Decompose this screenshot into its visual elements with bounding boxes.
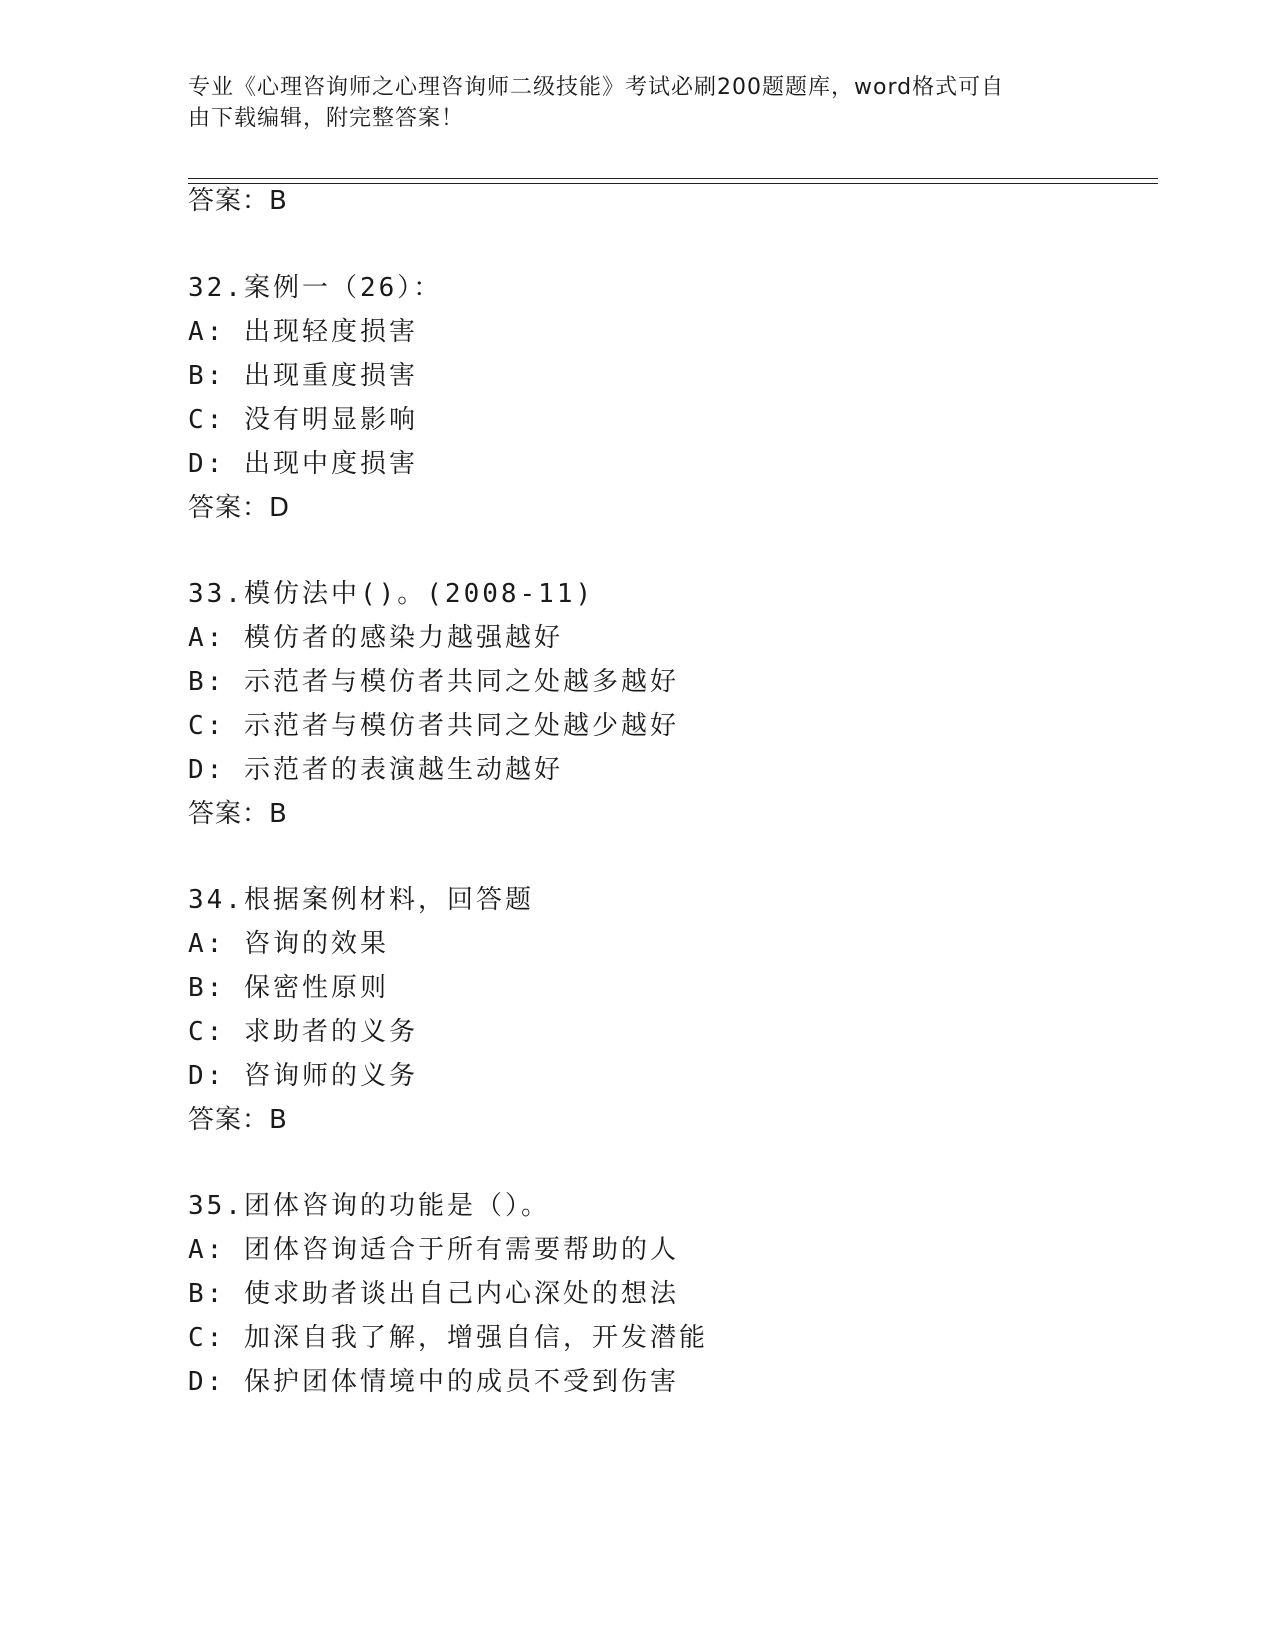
option-b: B: 保密性原则 (188, 973, 389, 1003)
option-a: A: 模仿者的感染力越强越好 (188, 623, 563, 653)
option-b: B: 示范者与模仿者共同之处越多越好 (188, 667, 679, 697)
option-c: C: 没有明显影响 (188, 405, 418, 435)
question-stem: 32.案例一（26）： (188, 273, 443, 303)
answer-line: 答案：B (188, 799, 288, 829)
answer-line: 答案：B (188, 1105, 288, 1135)
option-a: A: 出现轻度损害 (188, 317, 418, 347)
answer-line: 答案：D (188, 493, 291, 523)
answer-line: 答案：B (188, 186, 288, 216)
question-stem: 35.团体咨询的功能是（）。 (188, 1191, 550, 1221)
option-d: D: 示范者的表演越生动越好 (188, 755, 563, 785)
option-c: C: 示范者与模仿者共同之处越少越好 (188, 711, 679, 741)
option-a: A: 团体咨询适合于所有需要帮助的人 (188, 1235, 679, 1265)
option-c: C: 加深自我了解，增强自信，开发潜能 (188, 1323, 708, 1353)
option-b: B: 使求助者谈出自己内心深处的想法 (188, 1279, 679, 1309)
option-d: D: 出现中度损害 (188, 449, 418, 479)
option-a: A: 咨询的效果 (188, 929, 389, 959)
header-line-2: 由下载编辑，附完整答案！ (188, 106, 465, 131)
question-stem: 34.根据案例材料，回答题 (188, 885, 534, 915)
header-line-1: 专业《心理咨询师之心理咨询师二级技能》考试必刷200题题库，word格式可自 (188, 75, 1005, 100)
option-d: D: 咨询师的义务 (188, 1061, 418, 1091)
question-stem: 33.模仿法中()。(2008-11) (188, 579, 595, 609)
header-rule-bottom (188, 183, 1158, 184)
document-header (188, 72, 1088, 134)
header-rule-top (188, 178, 1158, 179)
option-b: B: 出现重度损害 (188, 361, 418, 391)
option-c: C: 求助者的义务 (188, 1017, 418, 1047)
option-d: D: 保护团体情境中的成员不受到伤害 (188, 1367, 679, 1397)
